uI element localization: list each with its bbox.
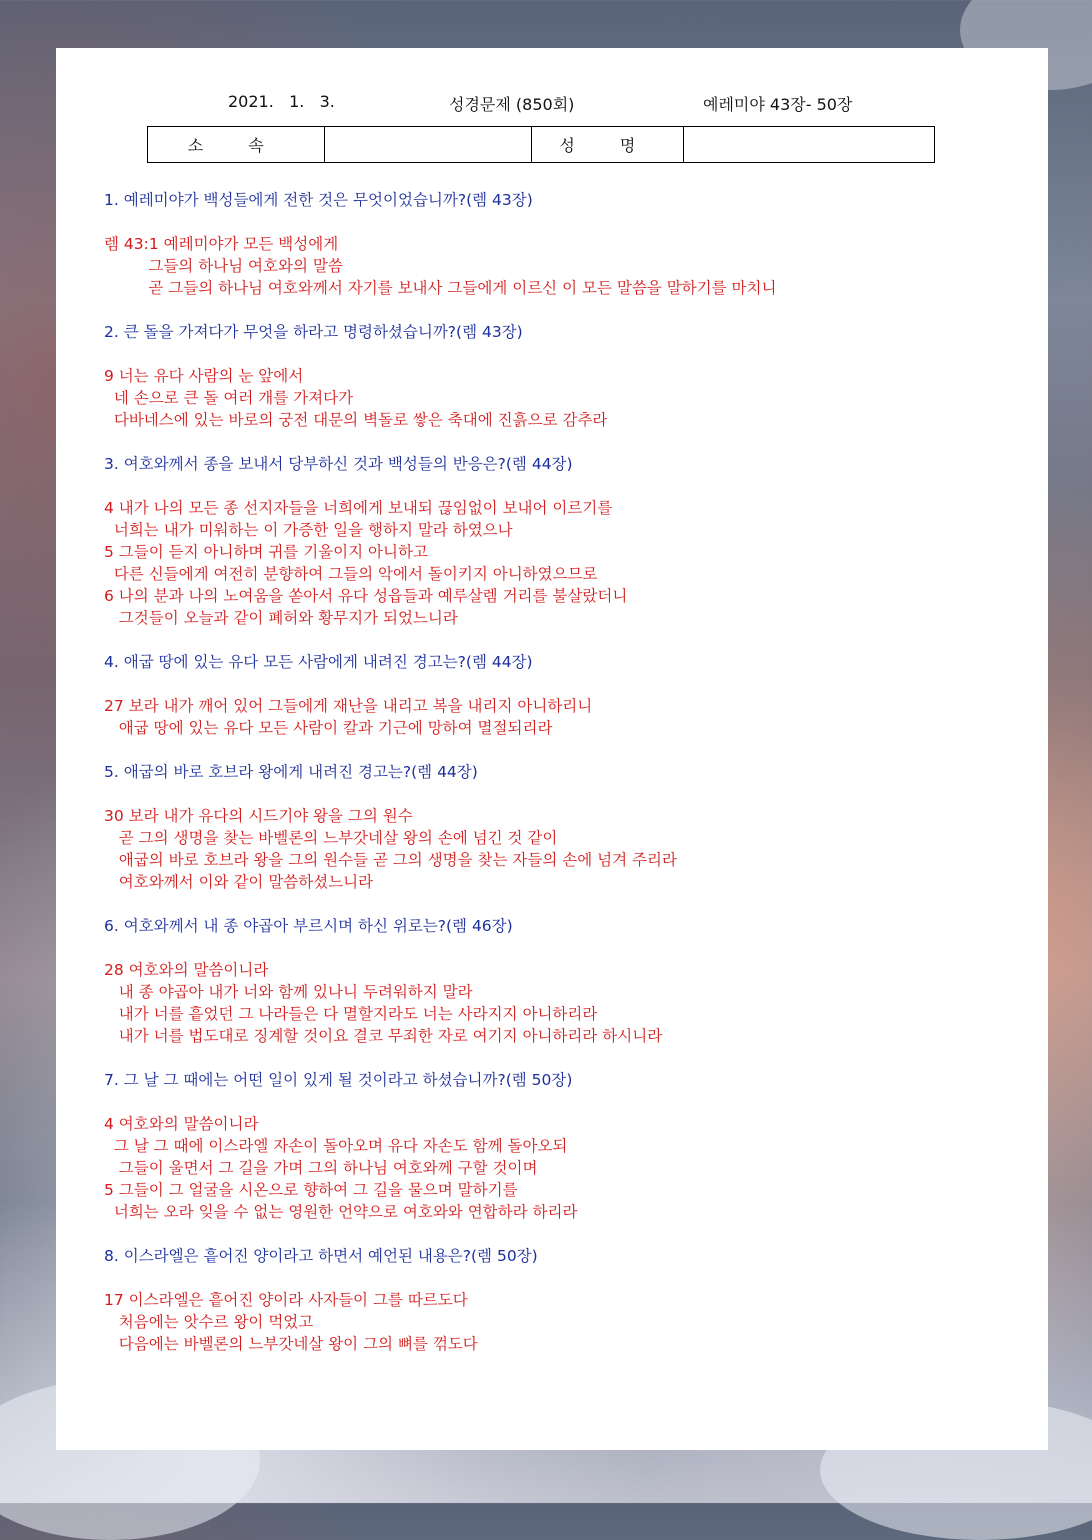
question-list [104,189,1034,1377]
answer-5 [104,805,1034,893]
answer-line: 9 너는 유다 사람의 눈 앞에서 [104,367,304,385]
worksheet-page [56,48,1048,1450]
question-4: 4. 애굽 땅에 있는 유다 모든 사람에게 내려진 경고는?(렘 44장) [104,653,533,671]
answer-line: 5 그들이 듣지 아니하며 귀를 기울이지 아니하고 [104,543,428,561]
answer-line: 4 내가 나의 모든 종 선지자들을 너희에게 보내되 끊임없이 보내어 이르기를 [104,499,613,517]
answer-line: 4 여호와의 말씀이니라 [104,1115,259,1133]
header-range: 예레미야 43장- 50장 [703,95,853,114]
question-7: 7. 그 날 그 때에는 어떤 일이 있게 될 것이라고 하셨습니까?(렘 50장) [104,1071,573,1089]
header-title: 성경문제 (850회) [449,95,575,114]
affiliation-field[interactable] [325,127,532,162]
name-label: 성 명 [532,127,684,162]
answer-line: 내가 너를 법도대로 징계할 것이요 결코 무죄한 자로 여기지 아니하리라 하시니라 [104,1027,663,1045]
answer-line: 너희는 오라 잊을 수 없는 영원한 언약으로 여호와와 연합하라 하리라 [104,1203,578,1221]
answer-line: 5 그들이 그 얼굴을 시온으로 향하여 그 길을 물으며 말하기를 [104,1181,518,1199]
answer-8 [104,1289,1034,1355]
answer-line: 곧 그들의 하나님 여호와께서 자기를 보내사 그들에게 이르신 이 모든 말씀을 말하기를 마치니 [104,279,777,297]
answer-line: 17 이스라엘은 흩어진 양이라 사자들이 그를 따르도다 [104,1291,468,1309]
answer-4 [104,695,1034,739]
question-5: 5. 애굽의 바로 호브라 왕에게 내려진 경고는?(렘 44장) [104,763,478,781]
header-date: 2021. 1. 3. [228,92,335,111]
question-6: 6. 여호와께서 내 종 야곱아 부르시며 하신 위로는?(렘 46장) [104,917,513,935]
answer-line: 그것들이 오늘과 같이 폐허와 황무지가 되었느니라 [104,609,458,627]
answer-line: 곧 그의 생명을 찾는 바벨론의 느부갓네살 왕의 손에 넘긴 것 같이 [104,829,558,847]
answer-line: 애굽 땅에 있는 유다 모든 사람이 칼과 기근에 망하여 멸절되리라 [104,719,553,737]
info-table [147,126,935,163]
answer-line: 처음에는 앗수르 왕이 먹었고 [104,1313,314,1331]
header-line [56,92,1048,116]
answer-line: 내 종 야곱아 내가 너와 함께 있나니 두려워하지 말라 [104,983,473,1001]
answer-line: 렘 43:1 예레미야가 모든 백성에게 [104,235,339,253]
answer-6 [104,959,1034,1047]
answer-2 [104,365,1034,431]
answer-line: 다바네스에 있는 바로의 궁전 대문의 벽돌로 쌓은 축대에 진흙으로 감추라 [104,411,608,429]
answer-1 [104,233,1034,299]
answer-line: 그 날 그 때에 이스라엘 자손이 돌아오며 유다 자손도 함께 돌아오되 [104,1137,568,1155]
answer-line: 여호와께서 이와 같이 말씀하셨느니라 [104,873,374,891]
question-8: 8. 이스라엘은 흩어진 양이라고 하면서 예언된 내용은?(렘 50장) [104,1247,538,1265]
answer-line: 그들이 울면서 그 길을 가며 그의 하나님 여호와께 구할 것이며 [104,1159,538,1177]
answer-3 [104,497,1034,629]
question-3: 3. 여호와께서 종을 보내서 당부하신 것과 백성들의 반응은?(렘 44장) [104,455,573,473]
question-1: 1. 예레미야가 백성들에게 전한 것은 무엇이었습니까?(렘 43장) [104,191,533,209]
name-field[interactable] [684,127,934,162]
answer-line: 28 여호와의 말씀이니라 [104,961,269,979]
affiliation-label: 소 속 [148,127,325,162]
answer-line: 그들의 하나님 여호와의 말씀 [104,257,343,275]
answer-line: 다음에는 바벨론의 느부갓네살 왕이 그의 뼈를 꺾도다 [104,1335,478,1353]
answer-line: 애굽의 바로 호브라 왕을 그의 원수들 곧 그의 생명을 찾는 자들의 손에 넘겨 주리라 [104,851,677,869]
answer-line: 내가 너를 흩었던 그 나라들은 다 멸할지라도 너는 사라지지 아니하리라 [104,1005,598,1023]
answer-line: 너희는 내가 미워하는 이 가증한 일을 행하지 말라 하였으나 [104,521,513,539]
answer-line: 다른 신들에게 여전히 분향하여 그들의 악에서 돌이키지 아니하였으므로 [104,565,598,583]
answer-line: 6 나의 분과 나의 노여움을 쏟아서 유다 성읍들과 예루살렘 거리를 불살랐더니 [104,587,628,605]
answer-line: 네 손으로 큰 돌 여러 개를 가져다가 [104,389,354,407]
question-2: 2. 큰 돌을 가져다가 무엇을 하라고 명령하셨습니까?(렘 43장) [104,323,523,341]
answer-7 [104,1113,1034,1223]
answer-line: 30 보라 내가 유다의 시드기야 왕을 그의 원수 [104,807,413,825]
answer-line: 27 보라 내가 깨어 있어 그들에게 재난을 내리고 복을 내리지 아니하리니 [104,697,593,715]
